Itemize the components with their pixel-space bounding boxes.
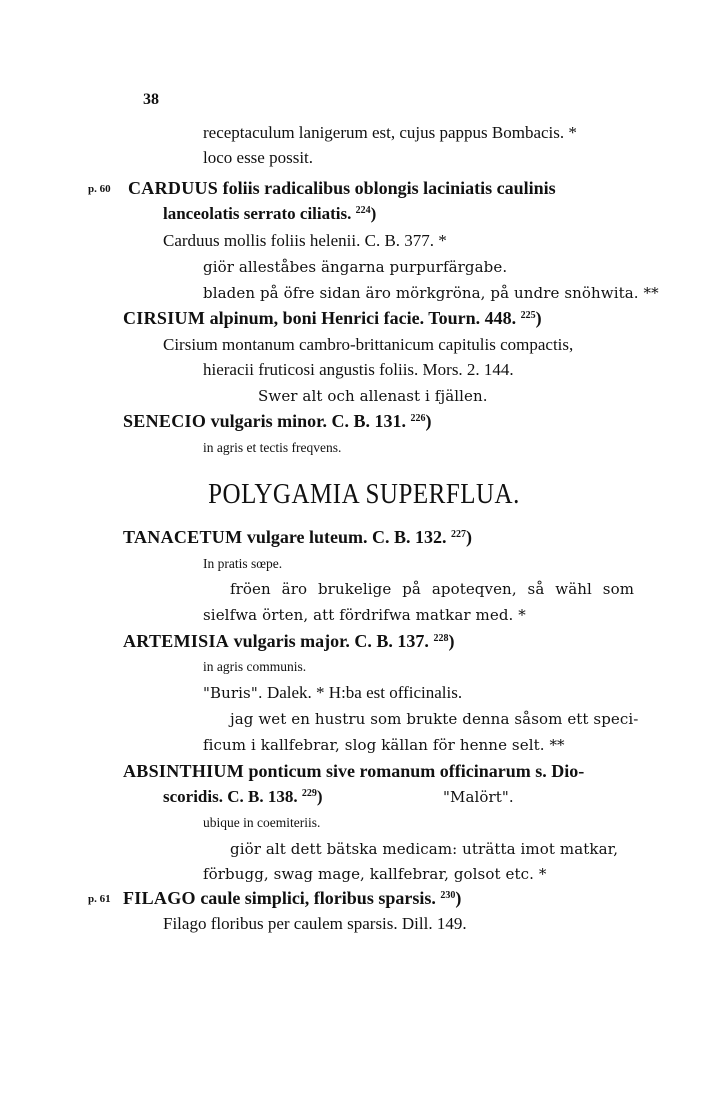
swedish-note: Swer alt och allenast i fjällen. bbox=[258, 387, 488, 405]
entry-tanacetum bbox=[123, 526, 472, 548]
footnote-ref: 225 bbox=[520, 310, 536, 321]
entry-absinthium bbox=[123, 760, 584, 782]
paren: ) bbox=[455, 888, 462, 908]
text-line: loco esse possit. bbox=[203, 148, 314, 167]
paren: ) bbox=[370, 204, 377, 223]
swedish-note: förbugg, swag mage, kallfebrar, golsot etc. * bbox=[203, 865, 547, 883]
entry-text: ponticum sive romanum officinarum s. Dio- bbox=[248, 761, 585, 781]
entry-text: scoridis. C. B. 138. bbox=[163, 787, 298, 806]
local-name-rest: Dalek. * H:ba est officinalis. bbox=[262, 683, 463, 702]
genus-name: ARTEMISIA bbox=[123, 631, 230, 651]
habitat-line: In pratis sœpe. bbox=[203, 556, 283, 571]
swedish-note: fröen äro brukelige på apoteqven, så wähl som bbox=[230, 580, 635, 598]
margin-note-p61: p. 61 bbox=[88, 893, 111, 905]
habitat-line: in agris et tectis freqvens. bbox=[203, 440, 342, 455]
entry-text: vulgaris major. C. B. 137. bbox=[233, 631, 429, 651]
genus-name: SENECIO bbox=[123, 411, 207, 431]
synonym-line: Filago floribus per caulem sparsis. Dill. 149. bbox=[163, 914, 467, 933]
paren: ) bbox=[448, 631, 455, 651]
entry-text: vulgaris minor. C. B. 131. bbox=[210, 411, 406, 431]
synonym-line: Carduus mollis foliis helenii. C. B. 377. * bbox=[163, 231, 447, 250]
swedish-note: bladen på öfre sidan äro mörkgröna, på undre snöhwita. ** bbox=[203, 284, 659, 302]
paren: ) bbox=[425, 411, 432, 431]
entry-text: vulgare luteum. C. B. 132. bbox=[246, 527, 447, 547]
footnote-ref: 228 bbox=[433, 633, 449, 644]
section-heading: POLYGAMIA SUPERFLUA. bbox=[208, 478, 520, 510]
text-line: receptaculum lanigerum est, cujus pappus Bombacis. * bbox=[203, 123, 577, 142]
entry-carduus bbox=[128, 177, 556, 199]
paren: ) bbox=[316, 787, 323, 806]
swedish-note: ficum i kallfebrar, slog källan för henne selt. ** bbox=[203, 736, 565, 754]
genus-name: CARDUUS bbox=[128, 178, 219, 198]
page-number: 38 bbox=[143, 91, 159, 108]
entry-text: alpinum, boni Henrici facie. Tourn. 448. bbox=[209, 308, 517, 328]
swedish-note: giör alt dett bätska medicam: uträtta imot matkar, bbox=[230, 840, 619, 858]
footnote-ref: 226 bbox=[410, 413, 426, 424]
swedish-note: jag wet en hustru som brukte denna såsom ett speci- bbox=[230, 710, 639, 728]
entry-text: lanceolatis serrato ciliatis. bbox=[163, 204, 352, 223]
genus-name: CIRSIUM bbox=[123, 308, 206, 328]
margin-note-p60: p. 60 bbox=[88, 183, 111, 195]
swedish-note: giör alleståbes ängarna purpurfärgabe. bbox=[203, 258, 508, 276]
footnote-ref: 224 bbox=[355, 205, 371, 216]
footnote-ref: 229 bbox=[301, 788, 317, 799]
entry-text: foliis radicalibus oblongis laciniatis caulinis bbox=[222, 178, 556, 198]
entry-filago bbox=[123, 887, 461, 909]
synonym-line: hieracii fruticosi angustis foliis. Mors. 2. 144. bbox=[203, 360, 514, 379]
entry-continuation bbox=[163, 203, 376, 225]
entry-cirsium bbox=[123, 307, 542, 329]
synonym-line: Cirsium montanum cambro-brittanicum capitulis compactis, bbox=[163, 335, 574, 354]
local-name: "Buris". bbox=[203, 684, 263, 702]
swedish-note: sielfwa örten, att fördrifwa matkar med. * bbox=[203, 606, 526, 624]
genus-name: FILAGO bbox=[123, 888, 196, 908]
local-name: "Malört". bbox=[443, 788, 514, 806]
entry-continuation bbox=[163, 786, 323, 808]
paren: ) bbox=[466, 527, 473, 547]
footnote-ref: 227 bbox=[451, 529, 467, 540]
genus-name: ABSINTHIUM bbox=[123, 761, 245, 781]
habitat-line: in agris communis. bbox=[203, 659, 307, 674]
local-name-line bbox=[203, 682, 462, 704]
paren: ) bbox=[535, 308, 542, 328]
genus-name: TANACETUM bbox=[123, 527, 243, 547]
entry-senecio bbox=[123, 410, 432, 432]
entry-text: caule simplici, floribus sparsis. bbox=[200, 888, 436, 908]
habitat-line: ubique in coemiteriis. bbox=[203, 815, 321, 830]
entry-artemisia bbox=[123, 630, 454, 652]
footnote-ref: 230 bbox=[440, 890, 456, 901]
